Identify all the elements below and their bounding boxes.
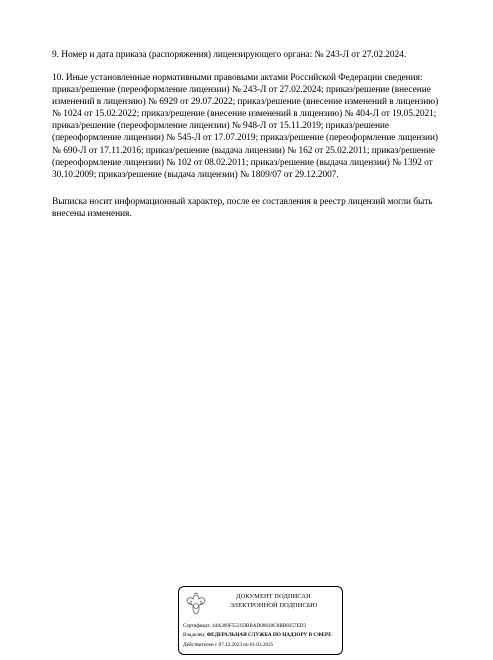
validity-line: Действителен с 07.12.2023 по 01.03.2025 xyxy=(183,642,274,648)
certificate-label: Сертификат: xyxy=(183,623,211,629)
electronic-signature-stamp xyxy=(178,586,343,655)
owner-value: ФЕДЕРАЛЬНАЯ СЛУЖБА ПО НАДЗОРУ В СФЕРЕ xyxy=(206,632,332,638)
disclaimer-paragraph: Выписка носит информационный характер, после ее составления в реестр лицензий могли быть внесены изменения. xyxy=(52,197,433,220)
order-number-paragraph: 9. Номер и дата приказа (распоряжения) лицензирующего органа: № 243-Л от 27.02.2024. xyxy=(52,50,407,60)
certificate-value: 44A369F5521DBBAD08610C8BB8257ED3 xyxy=(212,623,307,629)
stamp-title: ДОКУМЕНТ ПОДПИСАН ЭЛЕКТРОННОЙ ПОДПИСЬЮ xyxy=(229,593,318,609)
coat-of-arms-icon xyxy=(185,592,207,616)
owner-label: Владелец: xyxy=(183,632,206,638)
other-info-paragraph: 10. Иные установленные нормативными правовыми актами Российской Федерации сведения: приказ/решение (переоформление лицензии) № 243-Л от 27.02.2024; приказ/решение (внесение изменений в лицензию) № 6929 от 29.07.2022; приказ/решение (внесение изменений в лицензию) № 1024 от 15.02.2022; приказ/решение (внесение изменений в лицензию) № 404-Л от 19.05.2021; приказ/решение (переоформление лицензии) № 948-Л от 15.11.2019; приказ/решение (переоформление лицензии) № 545-Л от 17.07.2019; приказ/решение (переоформление лицензии) № 690-Л от 17.11.2016; приказ/решение (выдача лицензии) № 162 от 25.02.2011; приказ/решение (переоформление лицензии) № 102 от 08.02.2011; приказ/решение (выдача лицензии) № 1392 от 30.10.2009; приказ/решение (выдача лицензии) № 1809/07 от 29.12.2007. xyxy=(52,73,439,180)
certificate-line xyxy=(183,623,342,630)
owner-line xyxy=(183,632,342,639)
